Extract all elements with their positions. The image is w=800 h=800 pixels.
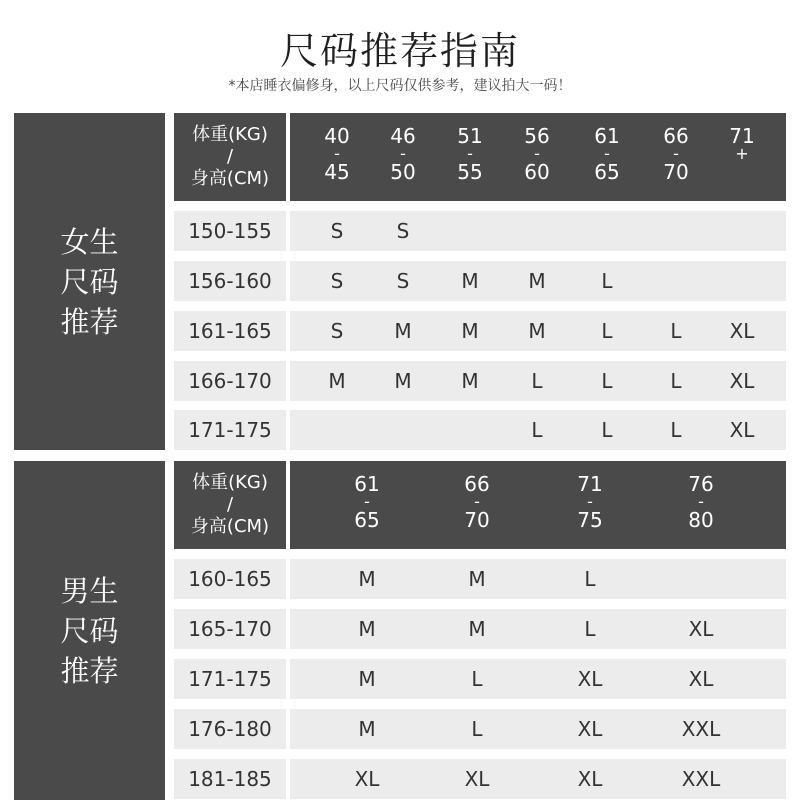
height-range-cell: 156-160 (174, 261, 286, 301)
header-weight-label: 体重(KG) (192, 124, 268, 145)
size-cell (712, 211, 772, 251)
size-cell: M (468, 567, 486, 591)
size-cell: M (461, 319, 479, 343)
weight-range-bottom: 50 (390, 160, 416, 184)
weight-range-separator: - (364, 492, 370, 511)
weight-range-top: 76 (688, 472, 714, 496)
size-cell: M (394, 369, 412, 393)
weight-range-bottom: 45 (324, 160, 350, 184)
size-row (290, 659, 786, 699)
women-section-label-line: 尺码 (60, 264, 119, 299)
size-cell: S (330, 319, 344, 343)
size-cell (577, 211, 637, 251)
women-section-label-line: 推荐 (60, 304, 119, 339)
size-cell: XL (577, 667, 603, 691)
height-range-cell: 165-170 (174, 609, 286, 649)
size-cell: XL (577, 767, 603, 791)
size-cell: M (358, 617, 376, 641)
weight-range-bottom: 70 (464, 508, 490, 532)
height-range-cell: 161-165 (174, 311, 286, 351)
size-cell: L (471, 717, 483, 741)
size-cell: XL (729, 369, 755, 393)
header-weight-label: 体重(KG) (192, 472, 268, 493)
size-cell (507, 211, 567, 251)
size-cell (646, 261, 706, 301)
weight-range-header (337, 473, 397, 531)
height-range-cell: 176-180 (174, 709, 286, 749)
weight-range-header (373, 125, 433, 183)
weight-range-separator: - (474, 492, 480, 511)
size-cell: L (584, 617, 596, 641)
size-cell: XL (464, 767, 490, 791)
size-cell: M (328, 369, 346, 393)
size-cell: M (358, 667, 376, 691)
size-cell: L (670, 418, 682, 442)
size-row (290, 759, 786, 799)
size-cell: S (330, 219, 344, 243)
size-cell: L (601, 269, 613, 293)
weight-range-separator: - (400, 144, 406, 163)
size-cell (373, 410, 433, 450)
weight-range-bottom: 80 (688, 508, 714, 532)
weight-range-header (646, 125, 706, 183)
weight-range-top: 61 (594, 124, 620, 148)
size-cell: L (670, 319, 682, 343)
weight-range-header (447, 473, 507, 531)
size-row (290, 410, 786, 450)
size-cell: S (396, 269, 410, 293)
size-cell: L (584, 567, 596, 591)
height-range-cell: 181-185 (174, 759, 286, 799)
size-cell: XXL (681, 717, 721, 741)
size-cell (440, 211, 500, 251)
page-title: 尺码推荐指南 (279, 29, 520, 73)
weight-range-top: 61 (354, 472, 380, 496)
weight-range-top: 56 (524, 124, 550, 148)
weight-range-top: 66 (464, 472, 490, 496)
weight-range-bottom: 65 (594, 160, 620, 184)
header-height-label: 身高(CM) (190, 516, 270, 537)
women-section-label (14, 113, 165, 450)
size-cell: XL (688, 617, 714, 641)
size-cell: S (330, 269, 344, 293)
size-cell: XL (688, 667, 714, 691)
size-cell: XL (729, 418, 755, 442)
size-cell: L (471, 667, 483, 691)
size-cell: L (531, 418, 543, 442)
size-cell: M (394, 319, 412, 343)
size-cell: XXL (681, 767, 721, 791)
weight-range-header (577, 125, 637, 183)
weight-range-top: 66 (663, 124, 689, 148)
weight-range-separator: - (673, 144, 679, 163)
weight-range-header (671, 473, 731, 531)
size-cell: XL (729, 319, 755, 343)
weight-range-top: 71 (729, 124, 755, 148)
size-row (290, 609, 786, 649)
size-cell: L (531, 369, 543, 393)
header-slash: / (226, 146, 234, 167)
women-section-label-line: 女生 (60, 224, 119, 259)
size-cell: L (601, 369, 613, 393)
weight-range-bottom: 55 (457, 160, 483, 184)
weight-range-separator: - (334, 144, 340, 163)
size-row (290, 709, 786, 749)
weight-range-header (307, 125, 367, 183)
weight-range-top: 40 (324, 124, 350, 148)
size-cell: S (396, 219, 410, 243)
header-height-label: 身高(CM) (190, 168, 270, 189)
size-cell: M (461, 369, 479, 393)
size-cell: L (601, 319, 613, 343)
size-cell (440, 410, 500, 450)
height-range-cell: 160-165 (174, 559, 286, 599)
size-cell: M (468, 617, 486, 641)
header-slash: / (226, 494, 234, 515)
weight-range-header (440, 125, 500, 183)
size-row (290, 559, 786, 599)
size-row (290, 311, 786, 351)
size-cell (646, 211, 706, 251)
size-cell: M (358, 567, 376, 591)
size-cell (307, 410, 367, 450)
height-range-cell: 171-175 (174, 659, 286, 699)
page-subtitle: *本店睡衣偏修身，以上尺码仅供参考，建议拍大一码！ (228, 78, 572, 94)
weight-range-header (560, 473, 620, 531)
men-section-label-line: 尺码 (60, 613, 119, 648)
size-row (290, 261, 786, 301)
height-range-cell: 171-175 (174, 410, 286, 450)
size-cell: XL (577, 717, 603, 741)
weight-range-separator: - (604, 144, 610, 163)
weight-range-bottom: 65 (354, 508, 380, 532)
women-header-label (174, 113, 286, 201)
women-weight-header (290, 113, 786, 201)
weight-range-separator: - (587, 492, 593, 511)
size-cell: L (601, 418, 613, 442)
men-weight-header (290, 461, 786, 549)
weight-range-separator: + (735, 144, 749, 163)
size-cell: M (461, 269, 479, 293)
weight-range-top: 51 (457, 124, 483, 148)
men-section-label (14, 461, 165, 800)
weight-range-bottom: 75 (577, 508, 603, 532)
men-section-label-line: 推荐 (60, 653, 119, 688)
weight-range-top: 71 (577, 472, 603, 496)
size-cell: XL (354, 767, 380, 791)
height-range-cell: 166-170 (174, 361, 286, 401)
weight-range-header (507, 125, 567, 183)
size-cell (712, 261, 772, 301)
size-cell: L (670, 369, 682, 393)
size-row (290, 361, 786, 401)
height-range-cell: 150-155 (174, 211, 286, 251)
weight-range-bottom: 60 (524, 160, 550, 184)
size-cell (671, 559, 731, 599)
men-section-label-line: 男生 (60, 573, 119, 608)
size-cell: M (528, 319, 546, 343)
size-row (290, 211, 786, 251)
men-header-label (174, 461, 286, 549)
weight-range-top: 46 (390, 124, 416, 148)
weight-range-separator: - (467, 144, 473, 163)
weight-range-header (712, 125, 772, 161)
size-cell: M (358, 717, 376, 741)
weight-range-separator: - (698, 492, 704, 511)
weight-range-bottom: 70 (663, 160, 689, 184)
size-cell: M (528, 269, 546, 293)
weight-range-separator: - (534, 144, 540, 163)
